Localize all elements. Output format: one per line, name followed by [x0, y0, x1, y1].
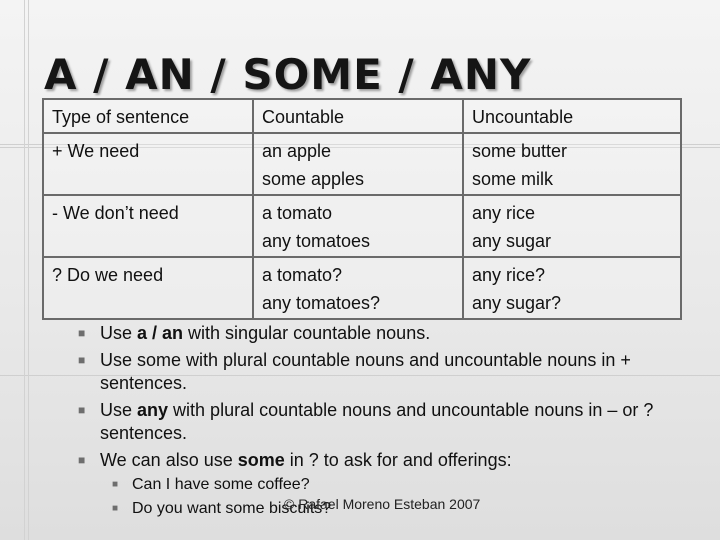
square-bullet-icon: ■	[78, 403, 86, 417]
cell-line: any sugar?	[472, 293, 562, 313]
rule-item	[78, 349, 700, 395]
cell-line: any rice?	[472, 265, 546, 285]
rule-text: Use	[100, 323, 138, 343]
decorative-line	[24, 0, 25, 540]
grammar-table	[42, 98, 682, 320]
rule-text: We can also use	[100, 450, 238, 470]
countable-cell	[253, 133, 463, 195]
cell-line: a tomato	[262, 203, 333, 223]
copyright-footer: © Rafael Moreno Esteban 2007	[284, 496, 481, 512]
example-text: Do you want some biscuits?	[132, 500, 332, 517]
rule-text: in ? to ask for and offerings:	[284, 450, 512, 470]
countable-cell	[253, 195, 463, 257]
example-text: Can I have some coffee?	[132, 476, 310, 493]
rule-text: with plural countable nouns and uncountable nouns in – or ? sentences.	[100, 400, 654, 443]
rules-list	[78, 322, 700, 476]
page-title: A / AN / SOME / ANY	[44, 50, 532, 99]
table-row	[43, 195, 681, 257]
decorative-line	[28, 0, 29, 540]
table-row	[43, 133, 681, 195]
cell-line: a tomato?	[262, 265, 343, 285]
sentence-type-cell: ? Do we need	[43, 257, 253, 319]
rule-item	[78, 449, 700, 472]
rule-item	[78, 322, 700, 345]
cell-line: some apples	[262, 169, 365, 189]
cell-line: any tomatoes?	[262, 293, 381, 313]
rule-keyword: some	[237, 450, 285, 470]
rule-text: Use	[100, 400, 138, 420]
cell-line: some butter	[472, 141, 568, 161]
header-cell: Countable	[253, 99, 463, 133]
cell-line: some milk	[472, 169, 554, 189]
cell-line: an apple	[262, 141, 332, 161]
sentence-type-cell: - We don’t need	[43, 195, 253, 257]
example-item	[112, 474, 331, 495]
header-cell: Type of sentence	[43, 99, 253, 133]
uncountable-cell	[463, 195, 681, 257]
cell-line: any sugar	[472, 231, 552, 251]
rule-text: Use some with plural countable nouns and uncountable nouns in + sentences.	[100, 350, 631, 393]
cell-line: any tomatoes	[262, 231, 371, 251]
uncountable-cell	[463, 257, 681, 319]
rule-text: with singular countable nouns.	[183, 323, 431, 343]
rule-keyword: any	[137, 400, 169, 420]
square-bullet-icon: ■	[112, 503, 119, 514]
uncountable-cell	[463, 133, 681, 195]
table-row	[43, 257, 681, 319]
square-bullet-icon: ■	[78, 353, 86, 367]
square-bullet-icon: ■	[78, 326, 86, 340]
header-cell: Uncountable	[463, 99, 681, 133]
table-header-row	[43, 99, 681, 133]
sentence-type-cell: + We need	[43, 133, 253, 195]
cell-line: any rice	[472, 203, 536, 223]
rule-keyword: a / an	[137, 323, 184, 343]
rule-item	[78, 399, 700, 445]
square-bullet-icon: ■	[112, 479, 119, 490]
countable-cell	[253, 257, 463, 319]
square-bullet-icon: ■	[78, 453, 86, 467]
